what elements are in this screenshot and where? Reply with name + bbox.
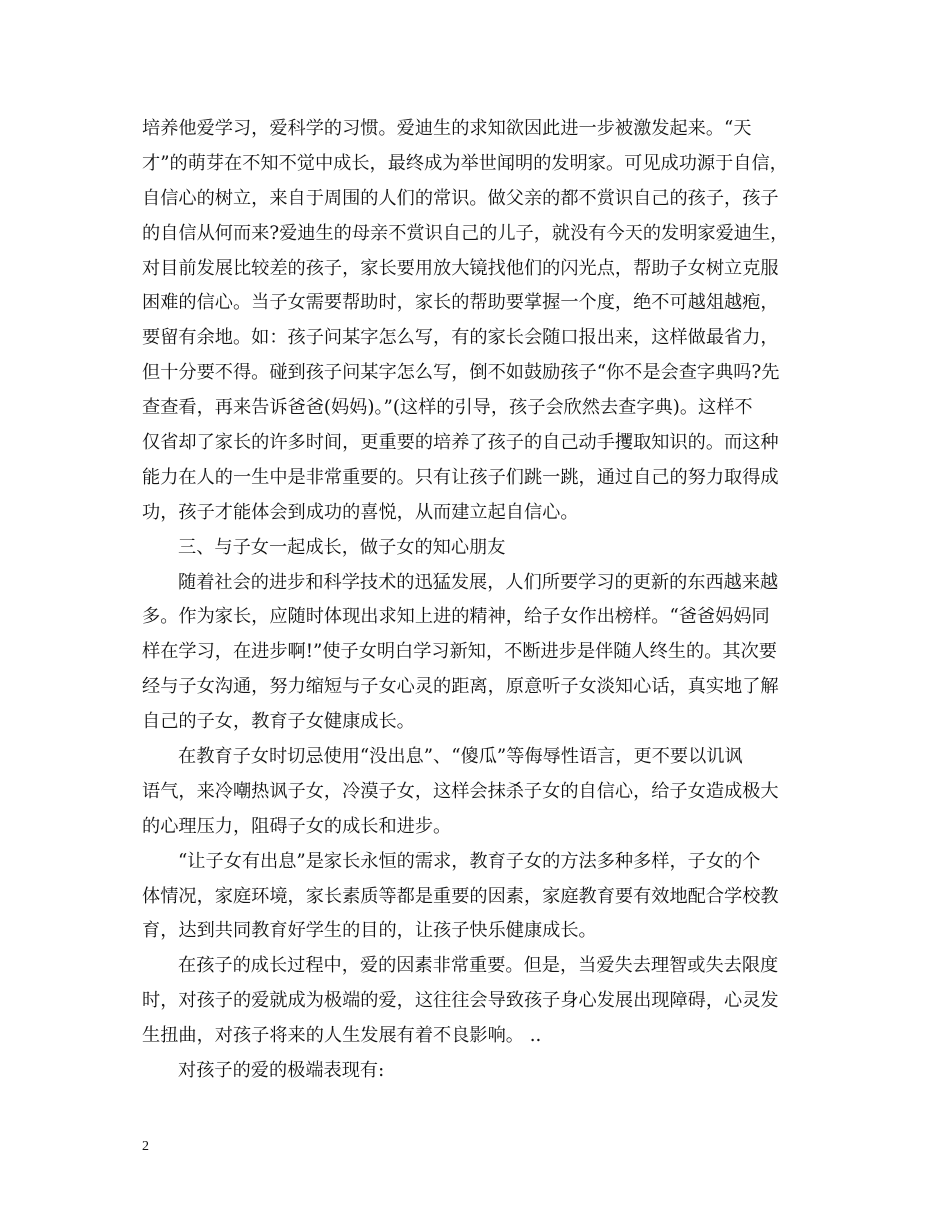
text-line: 在孩子的成长过程中，爱的因素非常重要。但是，当爱失去理智或失去限度 bbox=[178, 955, 779, 977]
text-line: 仅省却了家长的许多时间，更重要的培养了孩子的自己动手攫取知识的。而这种 bbox=[142, 432, 779, 454]
text-line: 查查看，再来告诉爸爸(妈妈)。”(这样的引导，孩子会欣然去查字典)。这样不 bbox=[142, 397, 753, 419]
text-line: 但十分要不得。碰到孩子问某字怎么写，倒不如鼓励孩子“你不是会查字典吗?先 bbox=[142, 362, 780, 384]
text-line: 育，达到共同教育好学生的目的，让孩子快乐健康成长。 bbox=[142, 920, 597, 942]
text-line: 随着社会的进步和科学技术的迅猛发展，人们所要学习的更新的东西越来越 bbox=[178, 571, 779, 593]
text-line: 要留有余地。如：孩子问某字怎么写，有的家长会随口报出来，这样做最省力， bbox=[142, 327, 779, 349]
text-line: 生扭曲，对孩子将来的人生发展有着不良影响。 .. bbox=[142, 1025, 542, 1047]
text-line: “让子女有出息”是家长永恒的需求，教育子女的方法多种多样，子女的个 bbox=[178, 850, 761, 872]
text-line: 时，对孩子的爱就成为极端的爱，这往往会导致孩子身心发展出现障碍，心灵发 bbox=[142, 990, 779, 1012]
text-line: 多。作为家长，应随时体现出求知上进的精神，给子女作出榜样。“爸爸妈妈同 bbox=[142, 606, 770, 628]
text-line: 自己的子女，教育子女健康成长。 bbox=[142, 711, 415, 733]
page-number: 2 bbox=[142, 1139, 149, 1154]
text-line: 在教育子女时切忌使用“没出息”、“傻瓜”等侮辱性语言，更不要以讥讽 bbox=[178, 746, 743, 768]
text-line: 能力在人的一生中是非常重要的。只有让孩子们跳一跳，通过自己的努力取得成 bbox=[142, 466, 779, 488]
text-line: 自信心的树立，来自于周围的人们的常识。做父亲的都不赏识自己的孩子，孩子 bbox=[142, 187, 779, 209]
text-line: 的自信从何而来?爱迪生的母亲不赏识自己的儿子，就没有今天的发明家爱迪生， bbox=[142, 222, 789, 244]
text-line: 对孩子的爱的极端表现有: bbox=[178, 1060, 385, 1082]
text-line: 困难的信心。当子女需要帮助时，家长的帮助要掌握一个度，绝不可越俎越疱， bbox=[142, 292, 779, 314]
text-line: 经与子女沟通，努力缩短与子女心灵的距离，原意听子女淡知心话，真实地了解 bbox=[142, 676, 779, 698]
text-line: 体情况，家庭环境，家长素质等都是重要的因素，家庭教育要有效地配合学校教 bbox=[142, 885, 779, 907]
text-line: 语气，来冷嘲热讽子女，冷漠子女，这样会抹杀子女的自信心，给子女造成极大 bbox=[142, 780, 779, 802]
text-line: 培养他爱学习，爱科学的习惯。爱迪生的求知欲因此进一步被激发起来。“天 bbox=[142, 118, 752, 139]
text-line: 样在学习，在进步啊!”使子女明白学习新知，不断进步是伴随人终生的。其次要 bbox=[142, 641, 777, 663]
section-heading: 三、与子女一起成长，做子女的知心朋友 bbox=[178, 536, 506, 558]
body-text bbox=[142, 112, 822, 1089]
text-line: 对目前发展比较差的孩子，家长要用放大镜找他们的闪光点，帮助子女树立克服 bbox=[142, 257, 779, 279]
text-line: 的心理压力，阻碍子女的成长和进步。 bbox=[142, 815, 452, 837]
text-line: 才”的萌芽在不知不觉中成长，最终成为举世闻明的发明家。可见成功源于自信， bbox=[142, 152, 788, 174]
text-line: 功，孩子才能体会到成功的喜悦，从而建立起自信心。 bbox=[142, 501, 579, 523]
